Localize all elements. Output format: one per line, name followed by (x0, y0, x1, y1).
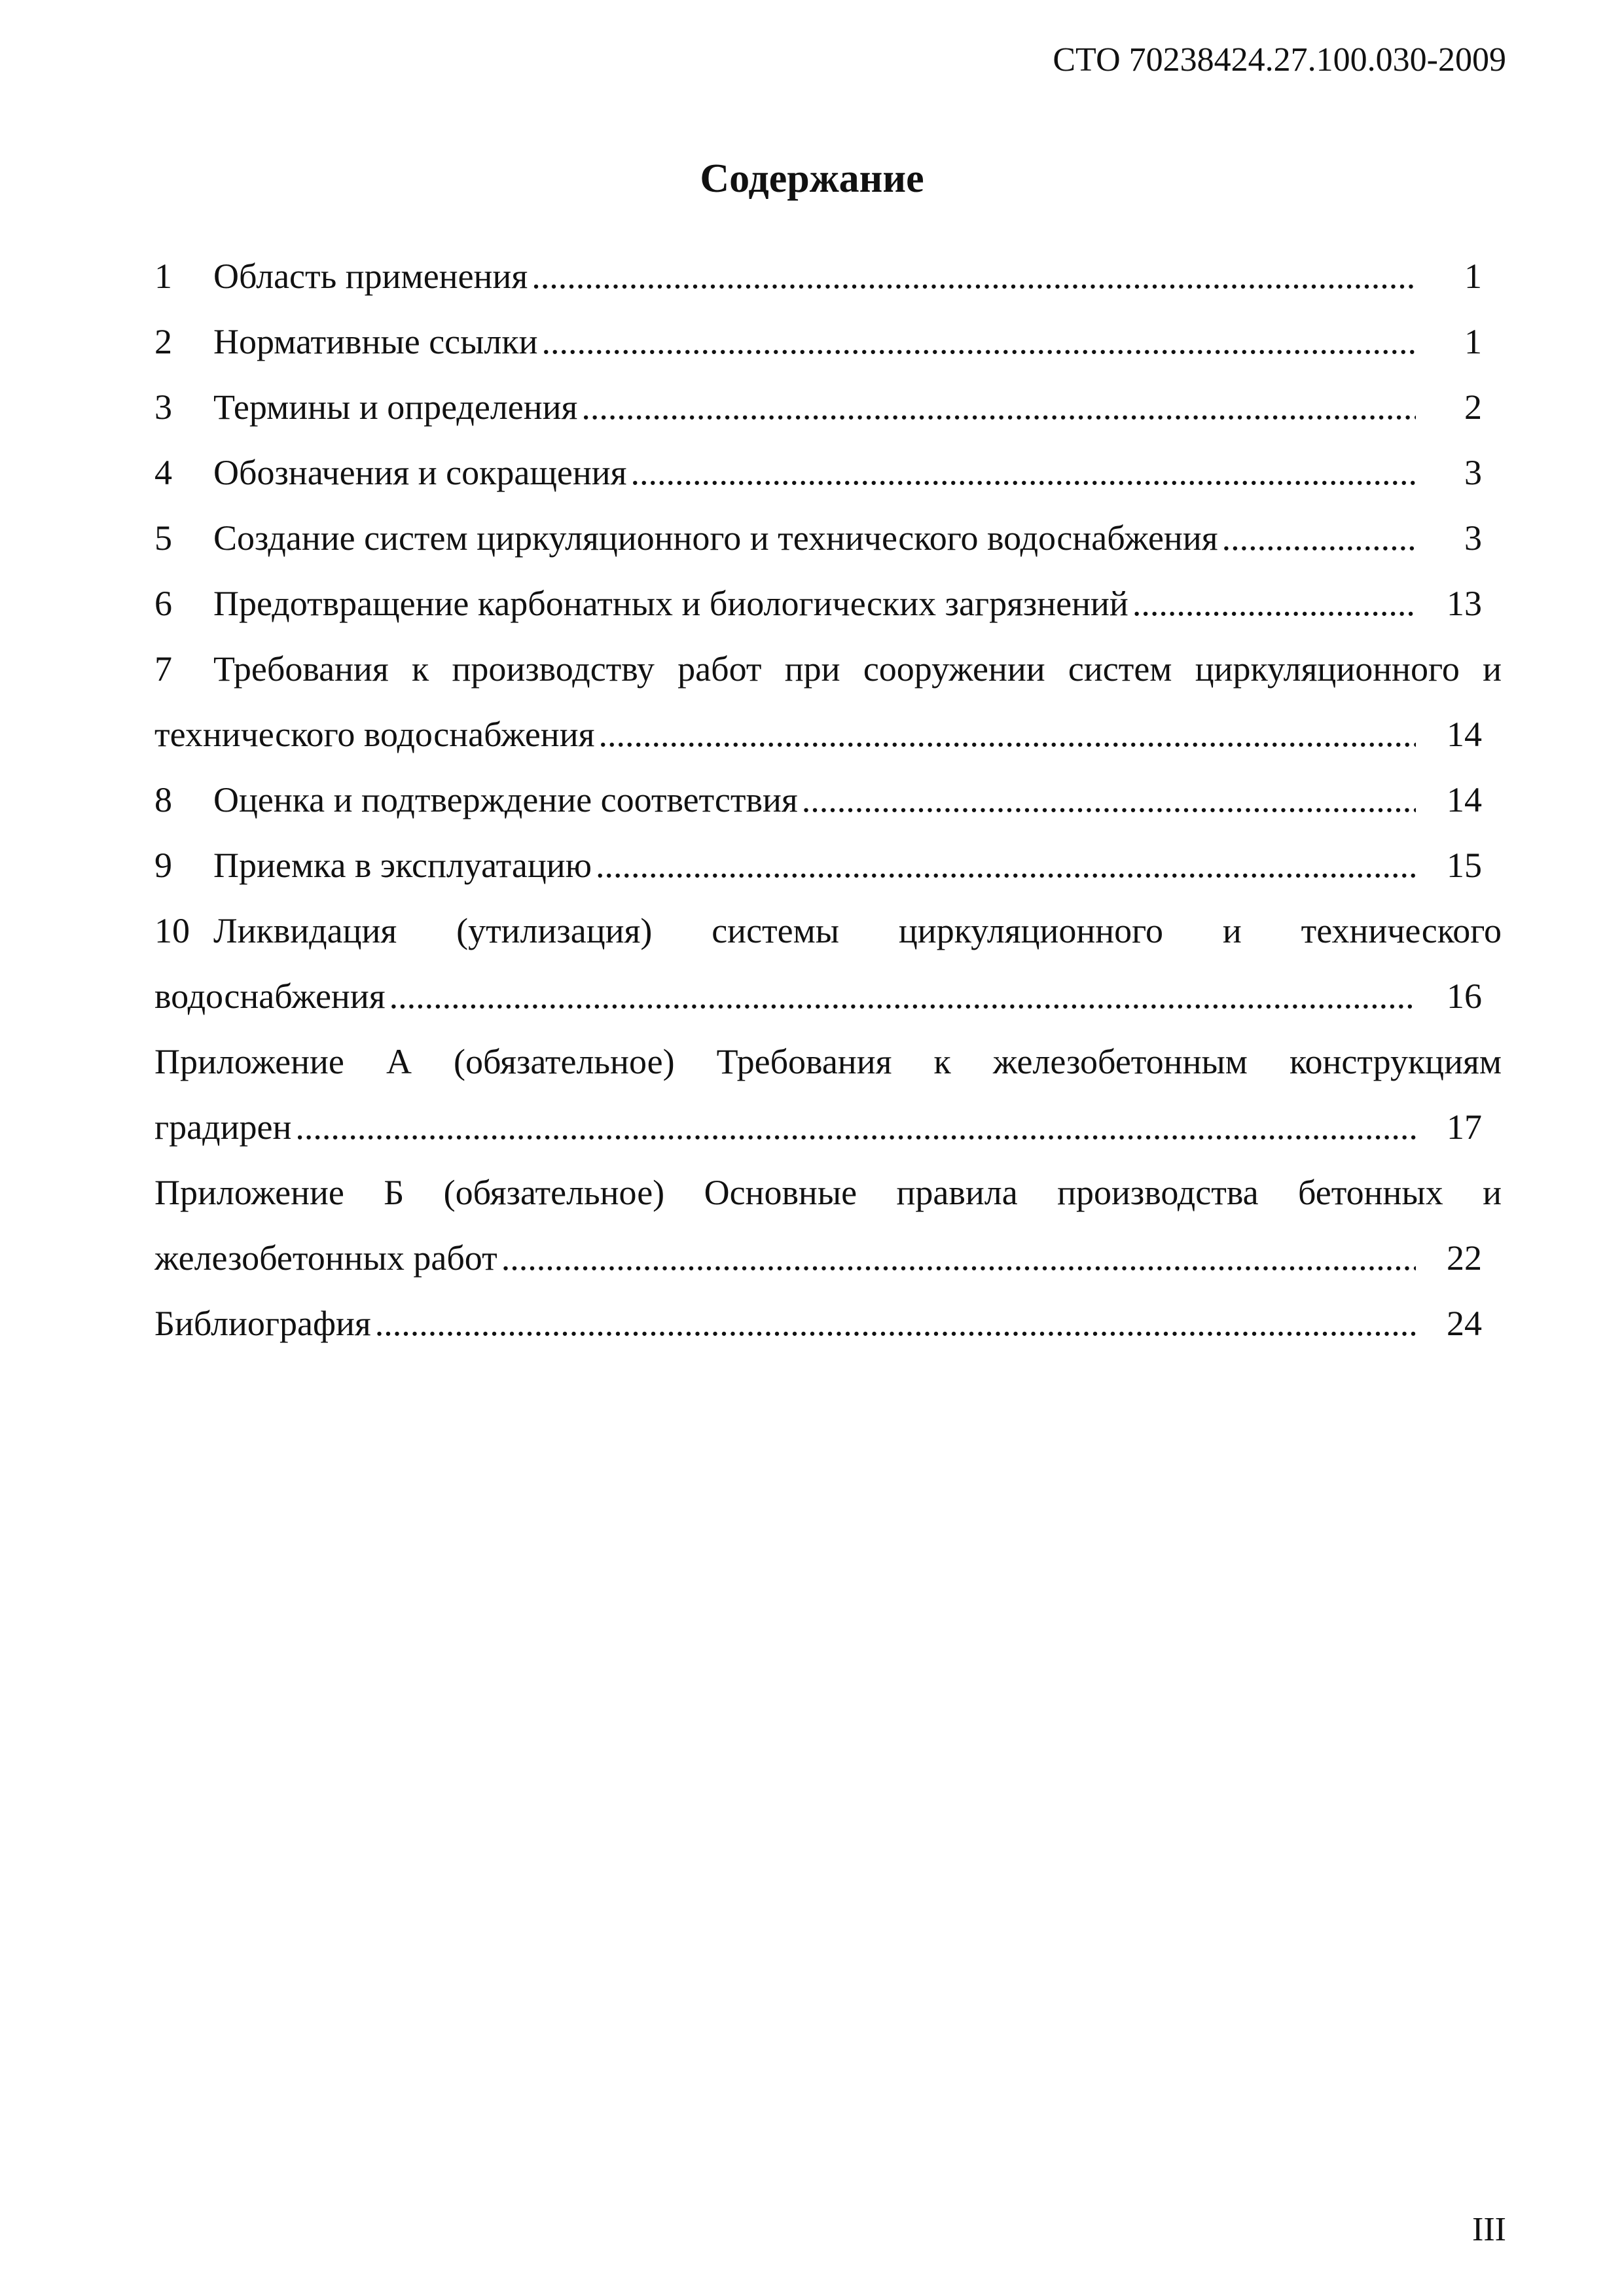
toc-entry-title-continued: градирен (154, 1107, 292, 1147)
toc-entry-page: 3 (1464, 453, 1482, 492)
toc-entry-title-continued: железобетонных работ (154, 1238, 497, 1278)
toc-entry-page: 1 (1464, 322, 1482, 361)
dot-leader (1132, 571, 1416, 636)
toc-entry-5[interactable] (154, 505, 1502, 571)
toc-entry-6[interactable] (154, 571, 1502, 636)
toc-entry-number: 5 (154, 518, 172, 558)
toc-entry-10-line-1[interactable] (154, 898, 1502, 963)
toc-entry-title: Приложение Б (обязательное) Основные правила производства бетонных и (154, 1173, 1502, 1212)
toc-entry-10-line-2[interactable] (154, 963, 1502, 1029)
toc-appendix-a-line-2[interactable] (154, 1094, 1502, 1160)
toc-entry-3[interactable] (154, 374, 1502, 440)
toc-entry-page: 13 (1447, 584, 1482, 623)
dot-leader (802, 767, 1416, 833)
toc-entry-title-continued: водоснабжения (154, 977, 386, 1016)
toc-entry-number: 2 (154, 322, 172, 361)
dot-leader (1222, 505, 1416, 571)
toc-entry-page: 14 (1447, 780, 1482, 819)
dot-leader (375, 1291, 1416, 1356)
toc-entry-title: Нормативные ссылки (213, 322, 538, 361)
dot-leader (581, 374, 1416, 440)
toc-entry-9[interactable] (154, 833, 1502, 898)
toc-entry-title-continued: технического водоснабжения (154, 715, 595, 754)
toc-entry-page: 24 (1447, 1304, 1482, 1343)
toc-entry-number: 3 (154, 387, 172, 427)
toc-appendix-b-line-1[interactable] (154, 1160, 1502, 1225)
toc-entry-number: 1 (154, 257, 172, 296)
toc-entry-page: 3 (1464, 518, 1482, 558)
toc-entry-page: 16 (1447, 977, 1482, 1016)
dot-leader (596, 833, 1416, 898)
toc-entry-number: 7 (154, 649, 172, 689)
toc-entry-number: 9 (154, 846, 172, 885)
toc-entry-1[interactable] (154, 243, 1502, 309)
toc-entry-page: 1 (1464, 257, 1482, 296)
dot-leader (501, 1225, 1416, 1291)
toc-entry-title: Ликвидация (утилизация) системы циркуляционного и технического (213, 911, 1502, 950)
toc-entry-title: Приложение А (обязательное) Требования к железобетонным конструкциям (154, 1042, 1502, 1081)
document-code: СТО 70238424.27.100.030-2009 (1053, 41, 1506, 79)
toc-entry-number: 8 (154, 780, 172, 819)
toc-appendix-a-line-1[interactable] (154, 1029, 1502, 1094)
dot-leader (295, 1094, 1416, 1160)
toc-entry-title: Обозначения и сокращения (213, 453, 627, 492)
dot-leader (631, 440, 1416, 505)
toc-entry-title: Создание систем циркуляционного и технического водоснабжения (213, 518, 1218, 558)
toc-entry-page: 15 (1447, 846, 1482, 885)
toc-entry-title: Область применения (213, 257, 528, 296)
dot-leader (542, 309, 1416, 374)
toc-entry-4[interactable] (154, 440, 1502, 505)
toc-entry-title: Термины и определения (213, 387, 578, 427)
toc-appendix-b-line-2[interactable] (154, 1225, 1502, 1291)
toc-entry-number: 6 (154, 584, 172, 623)
toc-bibliography[interactable] (154, 1291, 1502, 1356)
toc-entry-title: Оценка и подтверждение соответствия (213, 780, 798, 819)
toc-entry-title: Библиография (154, 1304, 371, 1343)
dot-leader (598, 702, 1416, 767)
toc-entry-title: Предотвращение карбонатных и биологических загрязнений (213, 584, 1128, 623)
toc-entry-title: Приемка в эксплуатацию (213, 846, 592, 885)
toc-entry-page: 2 (1464, 387, 1482, 427)
toc-entry-page: 17 (1447, 1107, 1482, 1147)
toc-entry-page: 22 (1447, 1238, 1482, 1278)
dot-leader (389, 963, 1416, 1029)
toc-entry-2[interactable] (154, 309, 1502, 374)
table-of-contents (154, 243, 1502, 1356)
page-number: III (1472, 2211, 1506, 2248)
page-title: Содержание (700, 156, 924, 201)
toc-entry-title: Требования к производству работ при сооружении систем циркуляционного и (213, 649, 1502, 689)
dot-leader (532, 243, 1416, 309)
toc-entry-7-line-1[interactable] (154, 636, 1502, 702)
toc-entry-number: 10 (154, 911, 190, 950)
toc-entry-8[interactable] (154, 767, 1502, 833)
toc-entry-7-line-2[interactable] (154, 702, 1502, 767)
toc-entry-page: 14 (1447, 715, 1482, 754)
toc-entry-number: 4 (154, 453, 172, 492)
